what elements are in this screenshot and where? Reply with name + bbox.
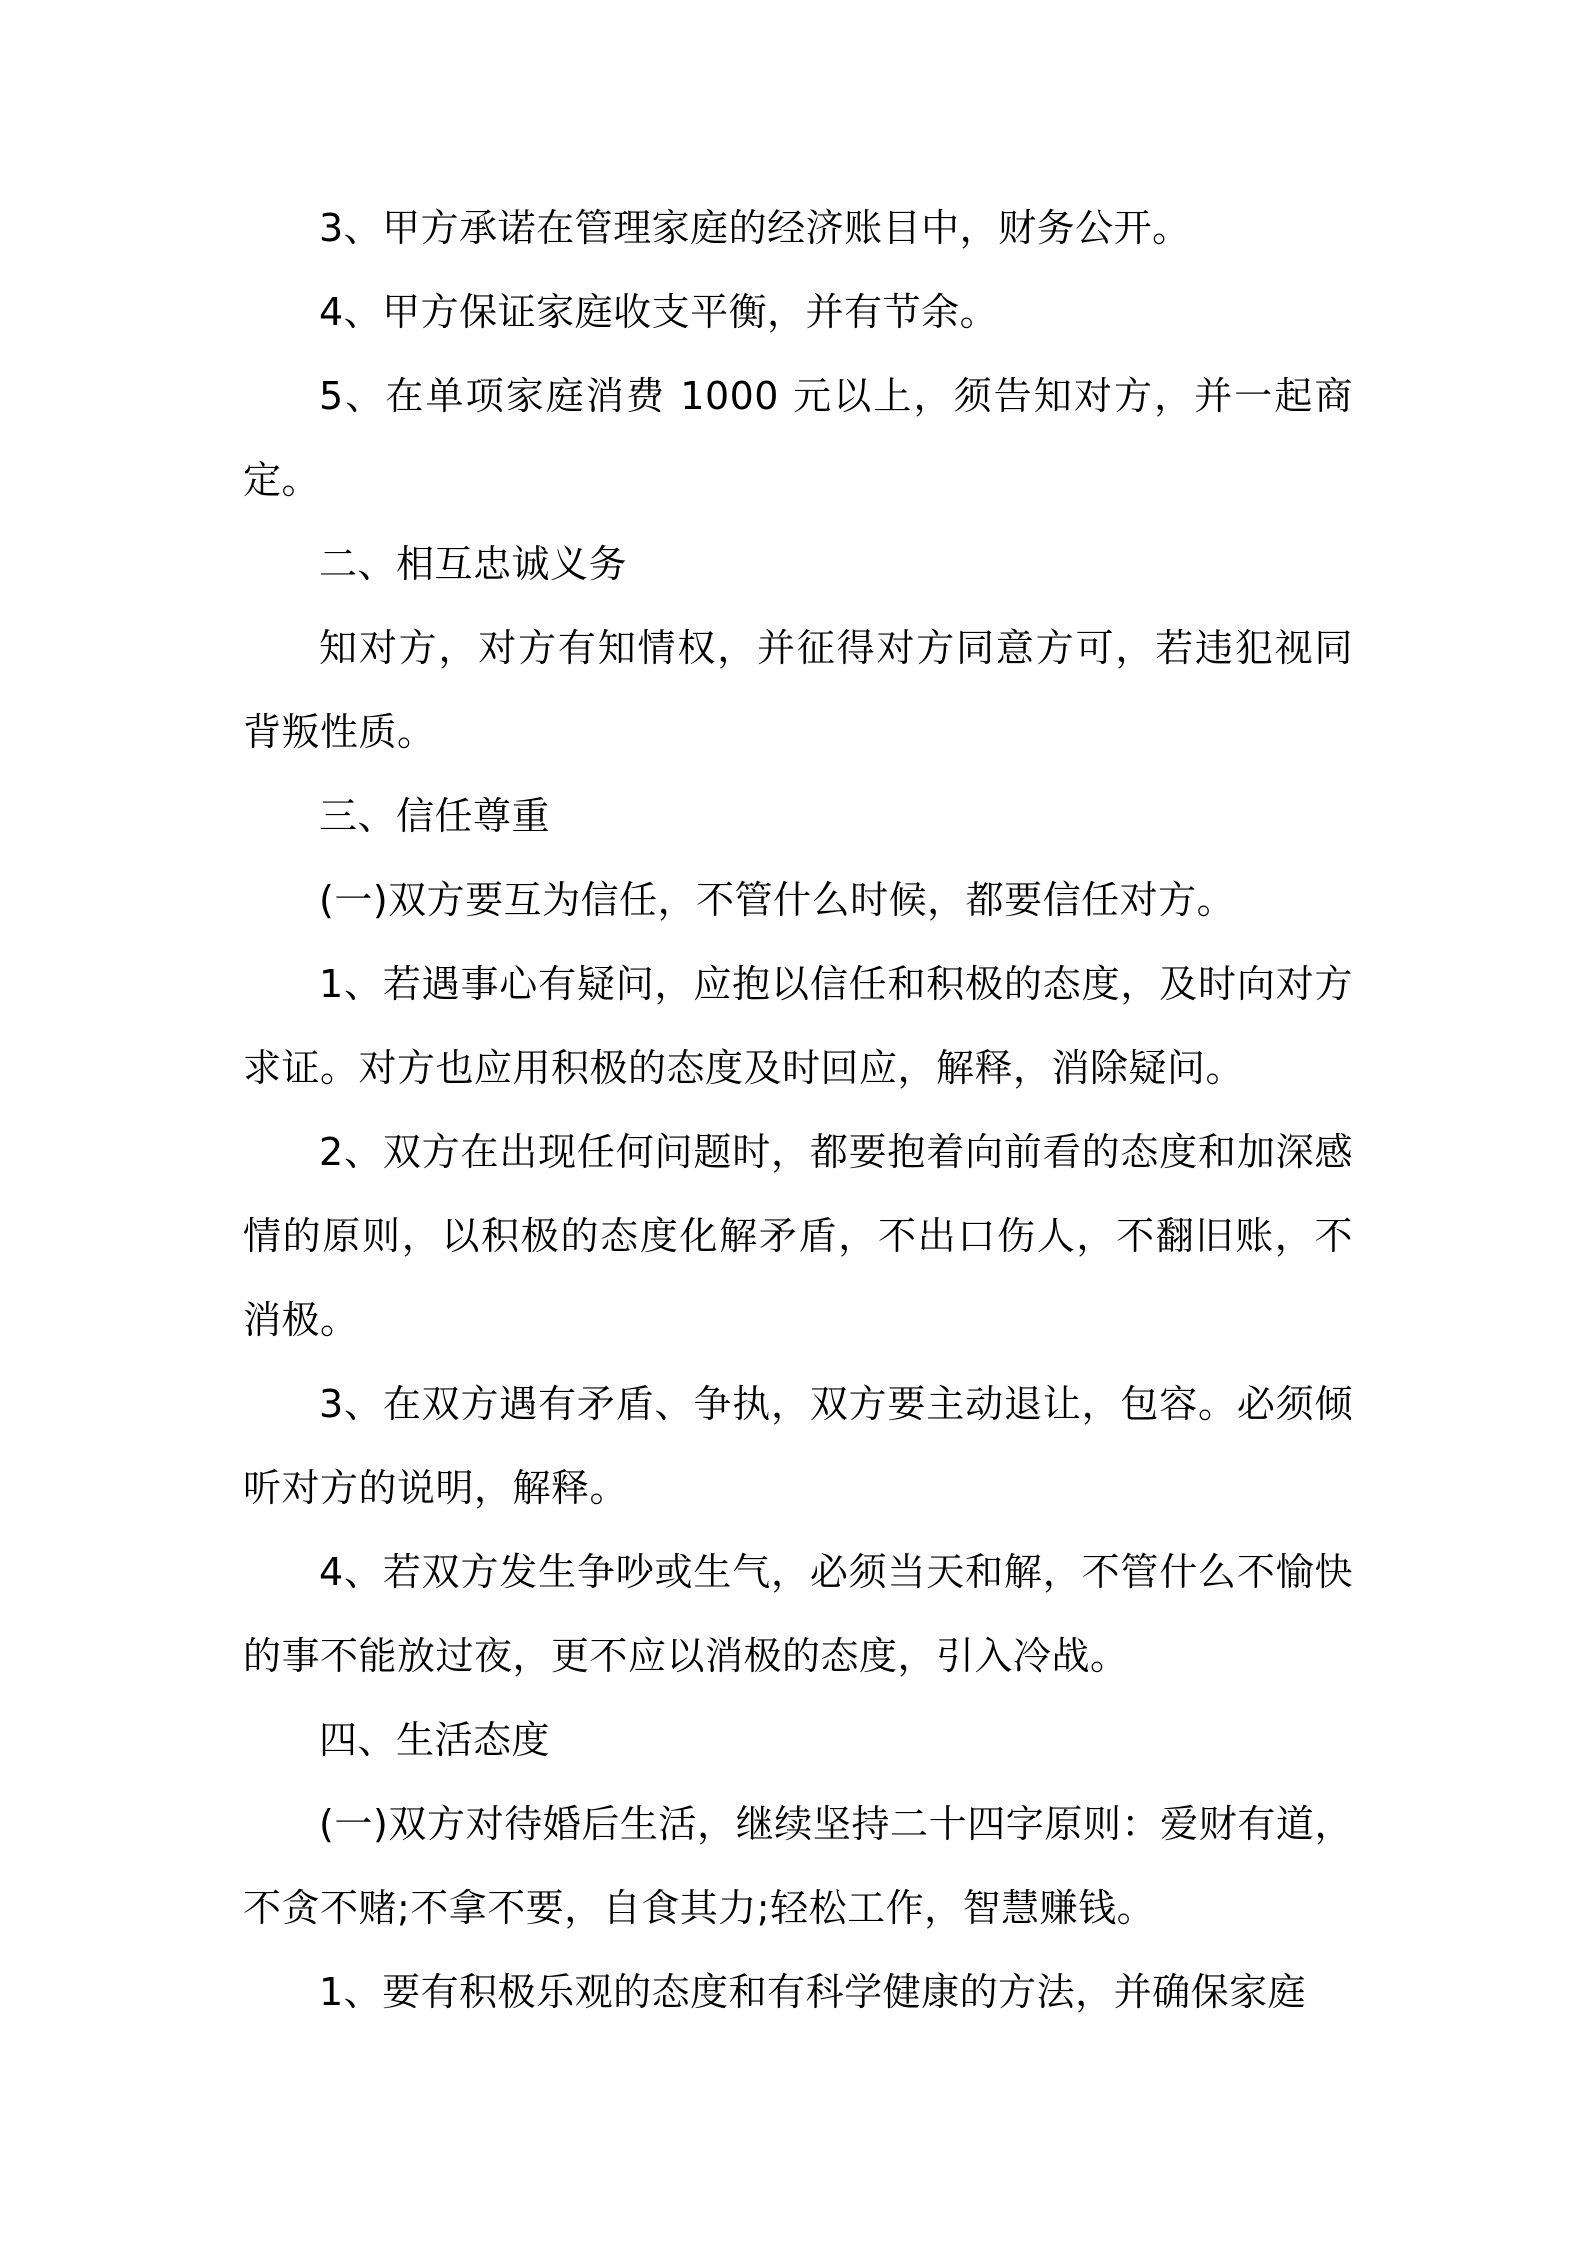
paragraph-healthy-life: 1、要有积极乐观的态度和有科学健康的方法，并确保家庭 [319, 1970, 1307, 2014]
paragraph-spending-limit: 5、在单项家庭消费 1000 元以上，须告知对方，并一起商定。 [243, 374, 1353, 502]
paragraph-conflicts: 3、在双方遇有矛盾、争执，双方要主动退让，包容。必须倾听对方的说明，解释。 [243, 1382, 1353, 1510]
document-body [243, 186, 1353, 2034]
paragraph-right-to-know: 知对方，对方有知情权，并征得对方同意方可，若违犯视同背叛性质。 [243, 626, 1353, 754]
section-heading-loyalty: 二、相互忠诚义务 [319, 542, 628, 586]
paragraph-reconcile: 4、若双方发生争吵或生气，必须当天和解，不管什么不愉快的事不能放过夜，更不应以消极的态度，引入冷战。 [243, 1550, 1353, 1678]
section-heading-life-attitude: 四、生活态度 [319, 1718, 551, 1762]
section-heading-trust: 三、信任尊重 [319, 794, 551, 838]
paragraph-budget-balance: 4、甲方保证家庭收支平衡，并有节余。 [319, 290, 999, 334]
paragraph-finance-open: 3、甲方承诺在管理家庭的经济账目中，财务公开。 [319, 206, 1191, 250]
paragraph-problems: 2、双方在出现任何问题时，都要抱着向前看的态度和加深感情的原则，以积极的态度化解矛盾，不出口伤人，不翻旧账，不消极。 [243, 1130, 1353, 1342]
paragraph-mutual-trust: (一)双方要互为信任，不管什么时候，都要信任对方。 [319, 878, 1236, 922]
paragraph-principles: (一)双方对待婚后生活，继续坚持二十四字原则：爱财有道，不贪不赌;不拿不要，自食其力;轻松工作，智慧赚钱。 [243, 1802, 1353, 1930]
paragraph-doubts: 1、若遇事心有疑问，应抱以信任和积极的态度，及时向对方求证。对方也应用积极的态度及时回应，解释，消除疑问。 [243, 962, 1353, 1090]
